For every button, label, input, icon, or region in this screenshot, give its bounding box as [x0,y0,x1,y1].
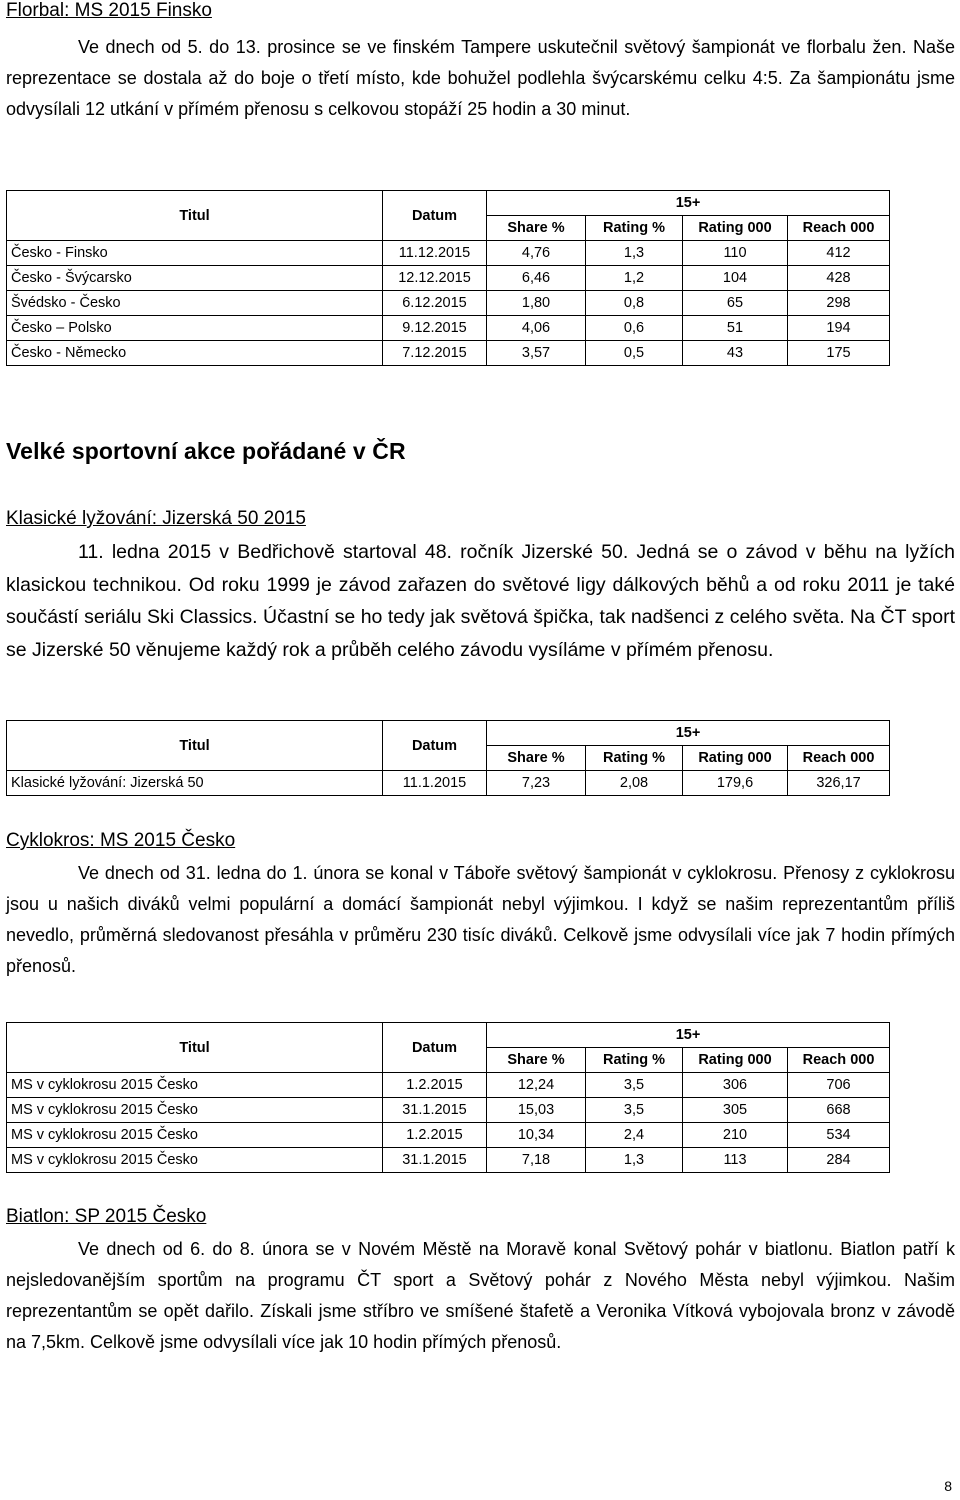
col-reach000: Reach 000 [788,1048,890,1073]
col-rating000: Rating 000 [683,746,788,771]
jizerska-heading: Klasické lyžování: Jizerská 50 2015 [6,508,306,529]
table-row [7,341,890,366]
table-cell: 3,5 [586,1073,683,1098]
table-cell: 668 [788,1098,890,1123]
table-cell: 1.2.2015 [383,1073,487,1098]
table-cell: 0,6 [586,316,683,341]
table-row [7,771,890,796]
table-cell: MS v cyklokrosu 2015 Česko [7,1098,383,1123]
col-titul: Titul [7,191,383,241]
table-cell: 51 [683,316,788,341]
table-cell: 2,08 [586,771,683,796]
col-share: Share % [487,1048,586,1073]
table-cell: 10,34 [487,1123,586,1148]
florbal-heading: Florbal: MS 2015 Finsko [6,0,212,21]
table-cell: 110 [683,241,788,266]
table-row [7,266,890,291]
table-cell: 11.1.2015 [383,771,487,796]
biatlon-heading: Biatlon: SP 2015 Česko [6,1206,207,1227]
table-cell: 6.12.2015 [383,291,487,316]
col-reach000: Reach 000 [788,216,890,241]
col-reach000: Reach 000 [788,746,890,771]
jizerska-table [6,720,890,796]
table-cell: 7,18 [487,1148,586,1173]
col-rating000: Rating 000 [683,1048,788,1073]
table-cell: 326,17 [788,771,890,796]
table-row [7,1098,890,1123]
table-cell: 0,8 [586,291,683,316]
table-cell: 179,6 [683,771,788,796]
table-cell: 9.12.2015 [383,316,487,341]
table-row [7,1148,890,1173]
table-cell: 4,76 [487,241,586,266]
col-group-15plus: 15+ [487,721,890,746]
table-cell: 0,5 [586,341,683,366]
table-cell: MS v cyklokrosu 2015 Česko [7,1123,383,1148]
table-cell: MS v cyklokrosu 2015 Česko [7,1073,383,1098]
table-cell: 706 [788,1073,890,1098]
table-cell: 7.12.2015 [383,341,487,366]
col-titul: Titul [7,721,383,771]
table-cell: 534 [788,1123,890,1148]
table-cell: Klasické lyžování: Jizerská 50 [7,771,383,796]
table-cell: 12.12.2015 [383,266,487,291]
table-row [7,1123,890,1148]
big-events-heading: Velké sportovní akce pořádané v ČR [6,438,406,464]
col-rating: Rating % [586,216,683,241]
table-row [7,291,890,316]
table-cell: 1,80 [487,291,586,316]
col-share: Share % [487,746,586,771]
table-cell: MS v cyklokrosu 2015 Česko [7,1148,383,1173]
table-cell: 113 [683,1148,788,1173]
table-cell: Česko - Německo [7,341,383,366]
col-group-15plus: 15+ [487,191,890,216]
table-cell: 65 [683,291,788,316]
cyklokros-table [6,1022,890,1173]
table-cell: Česko - Finsko [7,241,383,266]
table-cell: 284 [788,1148,890,1173]
table-cell: 11.12.2015 [383,241,487,266]
col-datum: Datum [383,721,487,771]
col-rating000: Rating 000 [683,216,788,241]
florbal-paragraph: Ve dnech od 5. do 13. prosince se ve finském Tampere uskutečnil světový šampionát ve florbalu žen. Naše reprezentace se dostala až do boje o třetí místo, kde bohužel podlehla švýcarskému celku 4:5. Za šampionátu jsme odvysílali 12 utkání v přímém přenosu s celkovou stopáží 25 hodin a 30 minut. [6,37,955,119]
col-titul: Titul [7,1023,383,1073]
table-cell: 7,23 [487,771,586,796]
col-rating: Rating % [586,746,683,771]
table-cell: 305 [683,1098,788,1123]
table-cell: 428 [788,266,890,291]
col-group-15plus: 15+ [487,1023,890,1048]
table-cell: 194 [788,316,890,341]
table-cell: 6,46 [487,266,586,291]
table-cell: 3,57 [487,341,586,366]
cyklokros-paragraph: Ve dnech od 31. ledna do 1. února se konal v Táboře světový šampionát v cyklokrosu. Přenosy z cyklokrosu jsou u našich diváků velmi populární a domácí šampionát nebyl výjimkou. I když se našim reprezentantům příliš nevedlo, průměrná sledovanost přesáhla v průměru 230 tisíc diváků. Celkově jsme odvysílali více jak 7 hodin přímých přenosů. [6,863,955,976]
table-cell: 4,06 [487,316,586,341]
table-cell: 1,3 [586,1148,683,1173]
table-cell: 412 [788,241,890,266]
col-datum: Datum [383,1023,487,1073]
table-cell: 104 [683,266,788,291]
table-cell: 3,5 [586,1098,683,1123]
table-cell: 1,2 [586,266,683,291]
table-cell: Česko - Švýcarsko [7,266,383,291]
table-cell: 210 [683,1123,788,1148]
table-cell: 2,4 [586,1123,683,1148]
table-row [7,241,890,266]
page-number: 8 [944,1478,952,1494]
table-cell: 12,24 [487,1073,586,1098]
florbal-table [6,190,890,366]
table-cell: Česko – Polsko [7,316,383,341]
table-cell: 1.2.2015 [383,1123,487,1148]
biatlon-paragraph: Ve dnech od 6. do 8. února se v Novém Městě na Moravě konal Světový pohár v biatlonu. Biatlon patří k nejsledovanějším sportům na programu ČT sport a Světový pohár z Nového Města nebyl výjimkou. Našim reprezentantům se opět dařilo. Získali jsme stříbro ve smíšené štafetě a Veronika Vítková vybojovala bronz v závodě na 7,5km. Celkově jsme odvysílali více jak 10 hodin přímých přenosů. [6,1239,955,1352]
table-cell: 31.1.2015 [383,1098,487,1123]
jizerska-paragraph: 11. ledna 2015 v Bedřichově startoval 48. ročník Jizerské 50. Jedná se o závod v běhu na lyžích klasickou technikou. Od roku 1999 je závod zařazen do světové ligy dálkových běhů a od roku 2011 je také součástí seriálu Ski Classics. Účastní se ho tedy jak světová špička, tak nadšenci z celého světa. Na ČT sport se Jizerské 50 věnujeme každý rok a průběh celého závodu vysíláme v přímém přenosu. [6,541,955,661]
table-row [7,316,890,341]
table-cell: 298 [788,291,890,316]
table-cell: Švédsko - Česko [7,291,383,316]
table-cell: 306 [683,1073,788,1098]
col-share: Share % [487,216,586,241]
table-cell: 43 [683,341,788,366]
table-cell: 175 [788,341,890,366]
table-cell: 1,3 [586,241,683,266]
col-datum: Datum [383,191,487,241]
cyklokros-heading: Cyklokros: MS 2015 Česko [6,830,236,851]
col-rating: Rating % [586,1048,683,1073]
table-row [7,1073,890,1098]
table-cell: 31.1.2015 [383,1148,487,1173]
table-cell: 15,03 [487,1098,586,1123]
